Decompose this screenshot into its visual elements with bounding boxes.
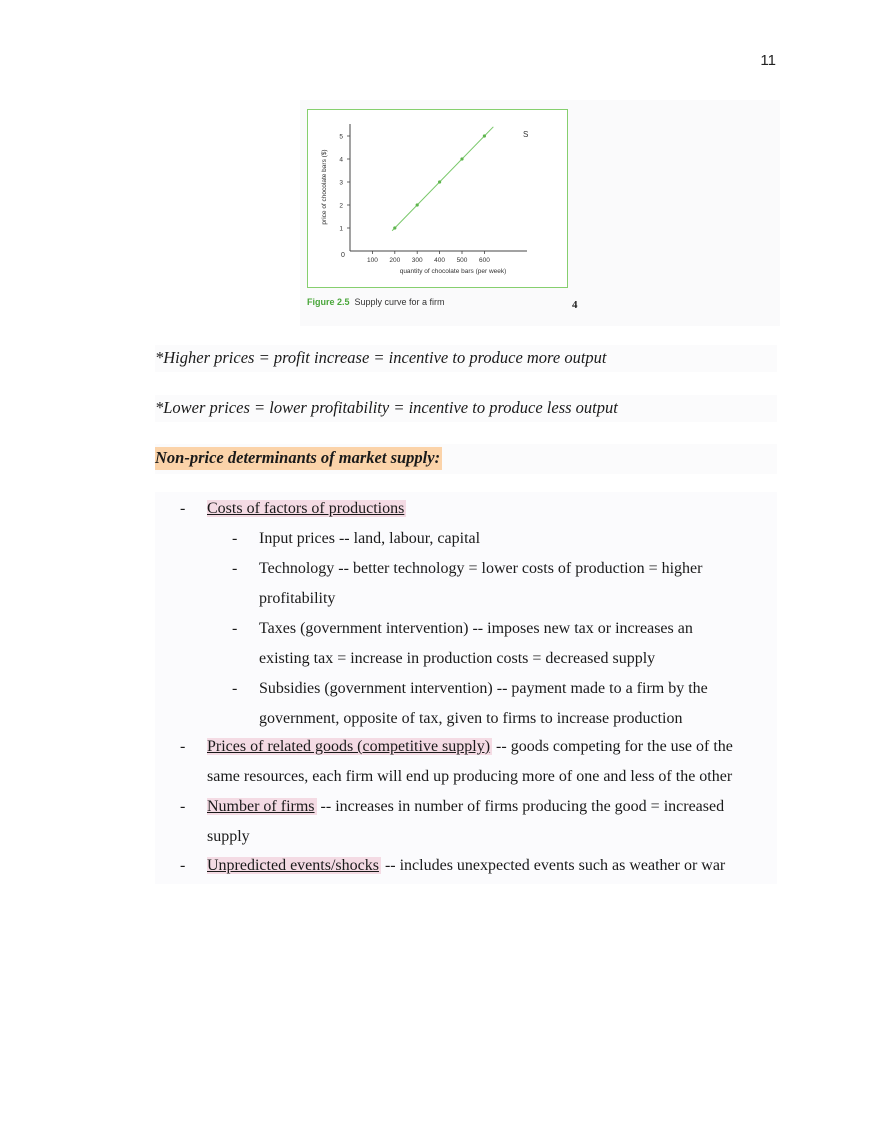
page-number: 11 [760, 52, 776, 69]
sub-item-text: Subsidies (government intervention) -- payment made to a firm by the [259, 680, 708, 697]
data-point [438, 180, 441, 183]
note-higher-prices: *Higher prices = profit increase = incentive to produce more output [155, 345, 777, 372]
figure-frame [307, 109, 568, 288]
bullet-dash: - [232, 560, 238, 577]
bullet-dash: - [232, 530, 238, 547]
term-number-of-firms: Number of firms [207, 798, 315, 815]
number-of-firms-text: -- increases in number of firms producing the good = increased [316, 798, 725, 815]
term-shocks: Unpredicted events/shocks [207, 857, 379, 874]
bullet-dash: - [180, 798, 186, 815]
y-tick-label: 1 [339, 225, 343, 233]
supply-curve-chart [308, 110, 567, 287]
x-tick-label: 200 [389, 257, 401, 264]
x-tick-label: 300 [411, 257, 423, 264]
x-tick-label: 100 [366, 257, 378, 264]
related-goods-text: -- goods competing for the use of the [492, 738, 733, 755]
data-point [416, 203, 419, 206]
data-point [483, 134, 486, 137]
sub-item-text: Input prices -- land, labour, capital [259, 530, 481, 547]
term-costs: Costs of factors of productions [207, 500, 405, 517]
x-tick-label: 400 [434, 257, 446, 264]
series-label: S [523, 130, 529, 139]
y-tick-label: 2 [339, 202, 343, 210]
figure-reference-number: 4 [572, 299, 578, 311]
related-goods-text-cont: same resources, each firm will end up producing more of one and less of the other [207, 768, 733, 785]
sub-item-text: profitability [259, 590, 336, 607]
figure-caption-text: Supply curve for a firm [354, 297, 445, 307]
y-tick-label: 3 [339, 179, 343, 187]
bullet-dash: - [232, 620, 238, 637]
sub-item-text: existing tax = increase in production costs = decreased supply [259, 650, 656, 667]
y-tick-label: 5 [339, 133, 343, 141]
determinants-list [155, 492, 777, 884]
figure-caption-label: Figure 2.5 [307, 297, 350, 307]
note-lower-prices: *Lower prices = lower profitability = incentive to produce less output [155, 395, 777, 422]
sub-item-text: Technology -- better technology = lower costs of production = higher [259, 560, 703, 577]
data-point [393, 226, 396, 229]
bullet-dash: - [180, 500, 186, 517]
term-related-goods: Prices of related goods (competitive supply) [207, 738, 491, 755]
bullet-dash: - [180, 738, 186, 755]
figure [300, 100, 780, 326]
figure-caption [307, 297, 445, 307]
x-axis-label: quantity of chocolate bars (per week) [399, 268, 507, 275]
bullet-dash: - [232, 680, 238, 697]
shocks-text: -- includes unexpected events such as weather or war [380, 857, 726, 874]
x-tick-label: 500 [456, 257, 468, 264]
number-of-firms-text-cont: supply [207, 828, 250, 845]
supply-curve-line [392, 127, 493, 231]
bullet-dash: - [180, 857, 186, 874]
y-axis-label: price of chocolate bars ($) [321, 149, 328, 225]
data-point [460, 157, 463, 160]
y-tick-label: 4 [339, 156, 343, 164]
origin-label: 0 [341, 252, 345, 259]
sub-item-text: government, opposite of tax, given to firms to increase production [259, 710, 683, 727]
sub-item-text: Taxes (government intervention) -- imposes new tax or increases an [259, 620, 693, 637]
section-heading: Non-price determinants of market supply: [155, 447, 442, 470]
x-tick-label: 600 [478, 257, 490, 264]
section-heading-row [155, 444, 777, 474]
